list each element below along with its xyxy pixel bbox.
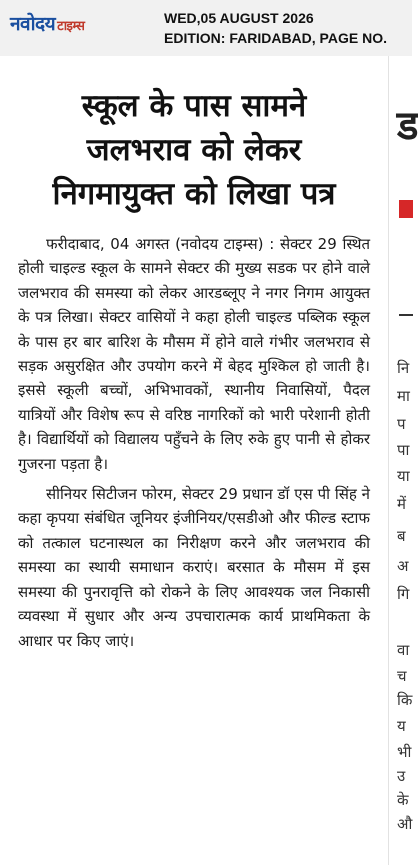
adjacent-text-fragment: कि <box>397 691 413 709</box>
issue-info <box>164 8 387 48</box>
headline-line-3: निगमायुक्त को लिखा पत्र <box>52 176 336 212</box>
adjacent-text-fragment: के <box>397 791 409 809</box>
adjacent-headline-fragment: ड <box>397 103 418 149</box>
adjacent-article-strip <box>388 56 418 865</box>
headline-line-1: स्कूल के पास सामने <box>81 88 307 124</box>
article-clipping <box>0 56 388 865</box>
adjacent-text-fragment: च <box>397 667 407 685</box>
adjacent-text-fragment: या <box>397 467 410 485</box>
adjacent-text-fragment: प <box>397 415 406 433</box>
adjacent-text-fragment: अ <box>397 557 409 575</box>
logo-main-text: नवोदय <box>10 13 56 35</box>
adjacent-text-fragment: गि <box>397 585 410 603</box>
adjacent-text-fragment: ब <box>397 527 406 545</box>
adjacent-text-fragment: औ <box>397 815 413 833</box>
newspaper-logo <box>10 10 84 36</box>
adjacent-text-fragment: पा <box>397 441 410 459</box>
article-paragraph-1: फरीदाबाद, 04 अगस्त (नवोदय टाइम्स) : सेक्टर 29 स्थित होली चाइल्ड स्कूल के सामने सेक्टर की मुख्य सडक पर होने वाले जलभराव की समस्या को लेकर आरडब्लूए ने नगर निगम आयुक्त के पत्र लिखा। सेक्टर वासियों ने कहा होली चाइल्ड पब्लिक स्कूल के पास हर बार बारिश के मौसम में होने वाले गंभीर जलभराव से सड़क असुरक्षित और उपयोग करने में बेहद मुश्किल हो जाती है। इससे स्कूली बच्चों, अभिभावकों, स्थानीय निवासियों, पैदल यात्रियों और विशेष रूप से वरिष्ठ नागरिकों को भारी परेशानी होती है। विद्यार्थियों को विद्यालय पहुँचने के लिए रुके हुए पानी से होकर गुजरना पड़ता है। <box>18 235 370 473</box>
adjacent-dash <box>399 314 413 316</box>
issue-date: WED,05 AUGUST 2026 <box>164 10 314 26</box>
adjacent-red-marker <box>399 200 413 218</box>
adjacent-text-fragment: वा <box>397 641 410 659</box>
adjacent-text-fragment: भी <box>397 743 412 761</box>
adjacent-text-fragment: में <box>397 495 406 513</box>
article-headline <box>14 84 374 216</box>
article-paragraph-2: सीनियर सिटीजन फोरम, सेक्टर 29 प्रधान डॉ एस पी सिंह ने कहा कृपया संबंधित जूनियर इंजीनियर/एसडीओ और फील्ड स्टाफ को तत्काल घटनास्थल का निरीक्षण करने और जलभराव की समस्या का स्थायी समाधान कराएं। बरसात के मौसम में इस समस्या की पुनरावृत्ति को रोकने के लिए आवश्यक जल निकासी व्यवस्था में सुधार और अन्य उपचारात्मक कार्य प्राथमिकता के आधार पर किए जाएं। <box>18 485 370 650</box>
adjacent-text-fragment: य <box>397 717 406 735</box>
article-body <box>18 232 370 653</box>
headline-line-2: जलभराव को लेकर <box>86 132 302 168</box>
issue-edition: EDITION: FARIDABAD, PAGE NO. <box>164 30 387 46</box>
adjacent-text-fragment: मा <box>397 387 410 405</box>
page-header <box>0 0 412 57</box>
adjacent-text-fragment: नि <box>397 359 410 377</box>
adjacent-text-fragment: उ <box>397 767 406 785</box>
logo-sub-text: टाइम्स <box>57 19 85 34</box>
